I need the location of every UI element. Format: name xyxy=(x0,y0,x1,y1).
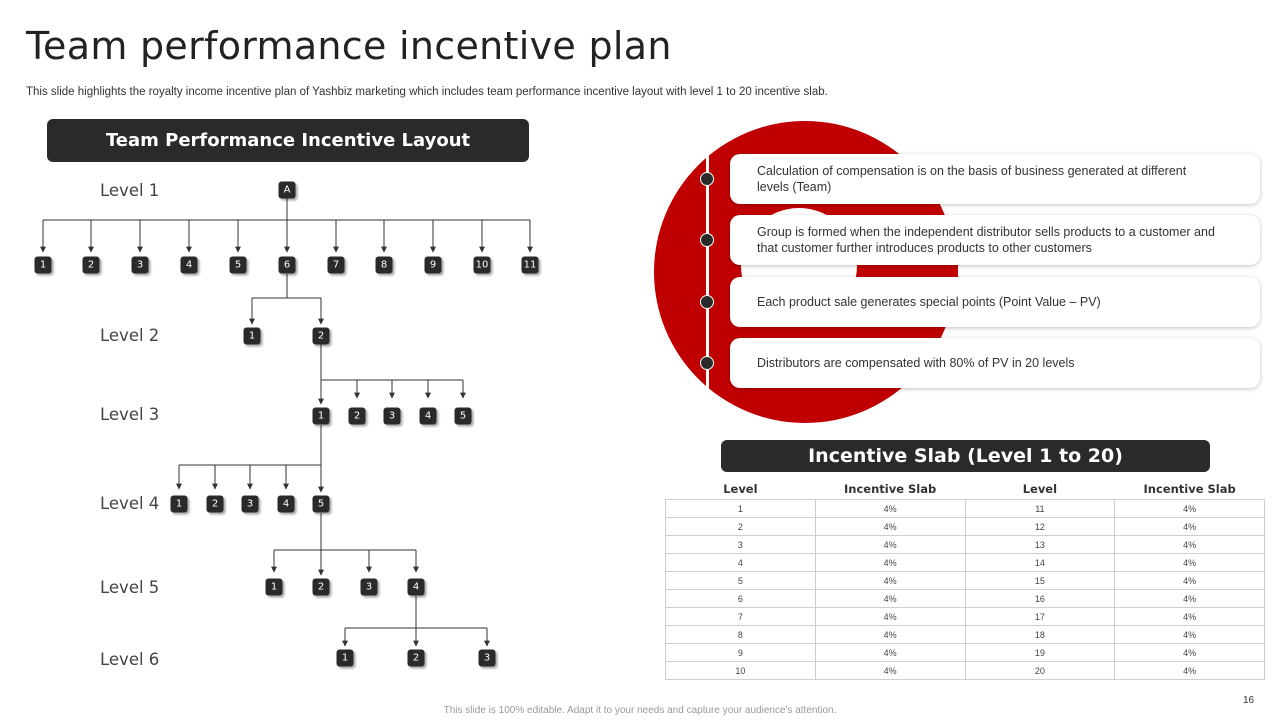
slab-banner: Incentive Slab (Level 1 to 20) xyxy=(721,440,1210,472)
table-header-row xyxy=(666,479,1265,500)
table-cell: 4% xyxy=(815,572,965,590)
tree-node-l1-3: 3 xyxy=(132,257,149,274)
tree-node-root: A xyxy=(279,182,296,199)
tree-node-l1-9: 9 xyxy=(425,257,442,274)
table-row xyxy=(666,500,1265,518)
table-cell: 4% xyxy=(1115,608,1265,626)
bullet-dot-2 xyxy=(700,233,714,247)
table-cell: 8 xyxy=(666,626,816,644)
table-cell: 4% xyxy=(815,608,965,626)
table-cell: 15 xyxy=(965,572,1115,590)
table-cell: 3 xyxy=(666,536,816,554)
table-cell: 4% xyxy=(815,536,965,554)
tree-node-l4-2: 2 xyxy=(207,496,224,513)
table-cell: 19 xyxy=(965,644,1115,662)
table-cell: 4% xyxy=(815,644,965,662)
level-label-3: Level 3 xyxy=(100,405,160,424)
point-card-1 xyxy=(730,154,1260,204)
level-label-4: Level 4 xyxy=(100,494,160,513)
table-cell: 1 xyxy=(666,500,816,518)
table-row xyxy=(666,518,1265,536)
table-cell: 7 xyxy=(666,608,816,626)
table-cell: 18 xyxy=(965,626,1115,644)
table-cell: 4% xyxy=(1115,500,1265,518)
tree-node-l1-10: 10 xyxy=(474,257,491,274)
table-cell: 20 xyxy=(965,662,1115,680)
table-header-level: Level xyxy=(723,482,758,496)
bullet-dot-1 xyxy=(700,172,714,186)
tree-node-l6-2: 2 xyxy=(408,650,425,667)
table-cell: 4% xyxy=(815,590,965,608)
tree-node-l3-3: 3 xyxy=(384,408,401,425)
point-text-2: Group is formed when the independent distributor sells products to a customer and that customer further introduces products to other customers xyxy=(757,225,1215,255)
tree-node-l5-4: 4 xyxy=(408,579,425,596)
tree-node-l2-2: 2 xyxy=(313,328,330,345)
table-cell: 4% xyxy=(1115,536,1265,554)
table-row xyxy=(666,662,1265,680)
table-cell: 2 xyxy=(666,518,816,536)
tree-node-l2-1: 1 xyxy=(244,328,261,345)
tree-node-l1-1: 1 xyxy=(35,257,52,274)
table-cell: 4% xyxy=(1115,554,1265,572)
tree-node-l1-2: 2 xyxy=(83,257,100,274)
tree-node-l6-3: 3 xyxy=(479,650,496,667)
tree-node-l1-8: 8 xyxy=(376,257,393,274)
page-title: Team performance incentive plan xyxy=(26,24,672,68)
tree-node-l5-3: 3 xyxy=(361,579,378,596)
tree-node-l4-4: 4 xyxy=(278,496,295,513)
table-cell: 4% xyxy=(815,518,965,536)
incentive-slab-table xyxy=(665,479,1265,680)
table-row xyxy=(666,536,1265,554)
table-cell: 14 xyxy=(965,554,1115,572)
table-row xyxy=(666,626,1265,644)
level-label-5: Level 5 xyxy=(100,578,160,597)
layout-banner: Team Performance Incentive Layout xyxy=(47,119,529,162)
table-row xyxy=(666,644,1265,662)
table-cell: 12 xyxy=(965,518,1115,536)
table-row xyxy=(666,608,1265,626)
table-cell: 4% xyxy=(1115,572,1265,590)
page-subtitle: This slide highlights the royalty income incentive plan of Yashbiz marketing which includes team performance incentive layout with level 1 to 20 incentive slab. xyxy=(26,86,828,98)
tree-node-l1-5: 5 xyxy=(230,257,247,274)
tree-node-l3-1: 1 xyxy=(313,408,330,425)
tree-node-l4-3: 3 xyxy=(242,496,259,513)
tree-node-l1-6: 6 xyxy=(279,257,296,274)
point-card-2 xyxy=(730,215,1260,265)
tree-node-l1-4: 4 xyxy=(181,257,198,274)
page-number: 16 xyxy=(1243,695,1255,706)
table-cell: 4% xyxy=(1115,518,1265,536)
table-body xyxy=(666,500,1265,680)
tree-node-l1-7: 7 xyxy=(328,257,345,274)
point-card-4 xyxy=(730,338,1260,388)
tree-node-l1-11: 11 xyxy=(522,257,539,274)
table-cell: 13 xyxy=(965,536,1115,554)
point-card-3 xyxy=(730,277,1260,327)
table-header-slab: Incentive Slab xyxy=(1143,482,1236,496)
table-row xyxy=(666,572,1265,590)
table-cell: 16 xyxy=(965,590,1115,608)
table-cell: 11 xyxy=(965,500,1115,518)
table-header-level: Level xyxy=(1022,482,1058,496)
table-cell: 4% xyxy=(1115,626,1265,644)
level-label-1: Level 1 xyxy=(100,181,160,200)
table-cell: 4% xyxy=(815,500,965,518)
bullet-dot-4 xyxy=(700,356,714,370)
tree-node-l3-5: 5 xyxy=(455,408,472,425)
point-text-1: Calculation of compensation is on the basis of business generated at different levels (Team) xyxy=(757,164,1187,194)
point-text-3: Each product sale generates special points (Point Value – PV) xyxy=(757,295,1101,309)
tree-node-l6-1: 1 xyxy=(337,650,354,667)
table-cell: 4% xyxy=(1115,590,1265,608)
table-cell: 4% xyxy=(815,626,965,644)
tree-node-l4-1: 1 xyxy=(171,496,188,513)
table-cell: 4% xyxy=(1115,644,1265,662)
tree-node-l5-2: 2 xyxy=(313,579,330,596)
table-header-slab: Incentive Slab xyxy=(844,482,937,496)
tree-node-l3-2: 2 xyxy=(349,408,366,425)
level-label-2: Level 2 xyxy=(100,326,160,345)
tree-node-l4-5: 5 xyxy=(313,496,330,513)
tree-node-l3-4: 4 xyxy=(420,408,437,425)
table-row xyxy=(666,554,1265,572)
table-cell: 5 xyxy=(666,572,816,590)
table-cell: 10 xyxy=(666,662,816,680)
table-cell: 6 xyxy=(666,590,816,608)
table-cell: 17 xyxy=(965,608,1115,626)
table-cell: 4% xyxy=(1115,662,1265,680)
table-row xyxy=(666,590,1265,608)
table-cell: 4 xyxy=(666,554,816,572)
bullet-dot-3 xyxy=(700,295,714,309)
table-cell: 4% xyxy=(815,554,965,572)
level-label-6: Level 6 xyxy=(100,650,160,669)
table-cell: 9 xyxy=(666,644,816,662)
table-cell: 4% xyxy=(815,662,965,680)
footer-note: This slide is 100% editable. Adapt it to your needs and capture your audience's attention. xyxy=(443,705,837,716)
point-text-4: Distributors are compensated with 80% of PV in 20 levels xyxy=(757,356,1075,370)
tree-node-l5-1: 1 xyxy=(266,579,283,596)
